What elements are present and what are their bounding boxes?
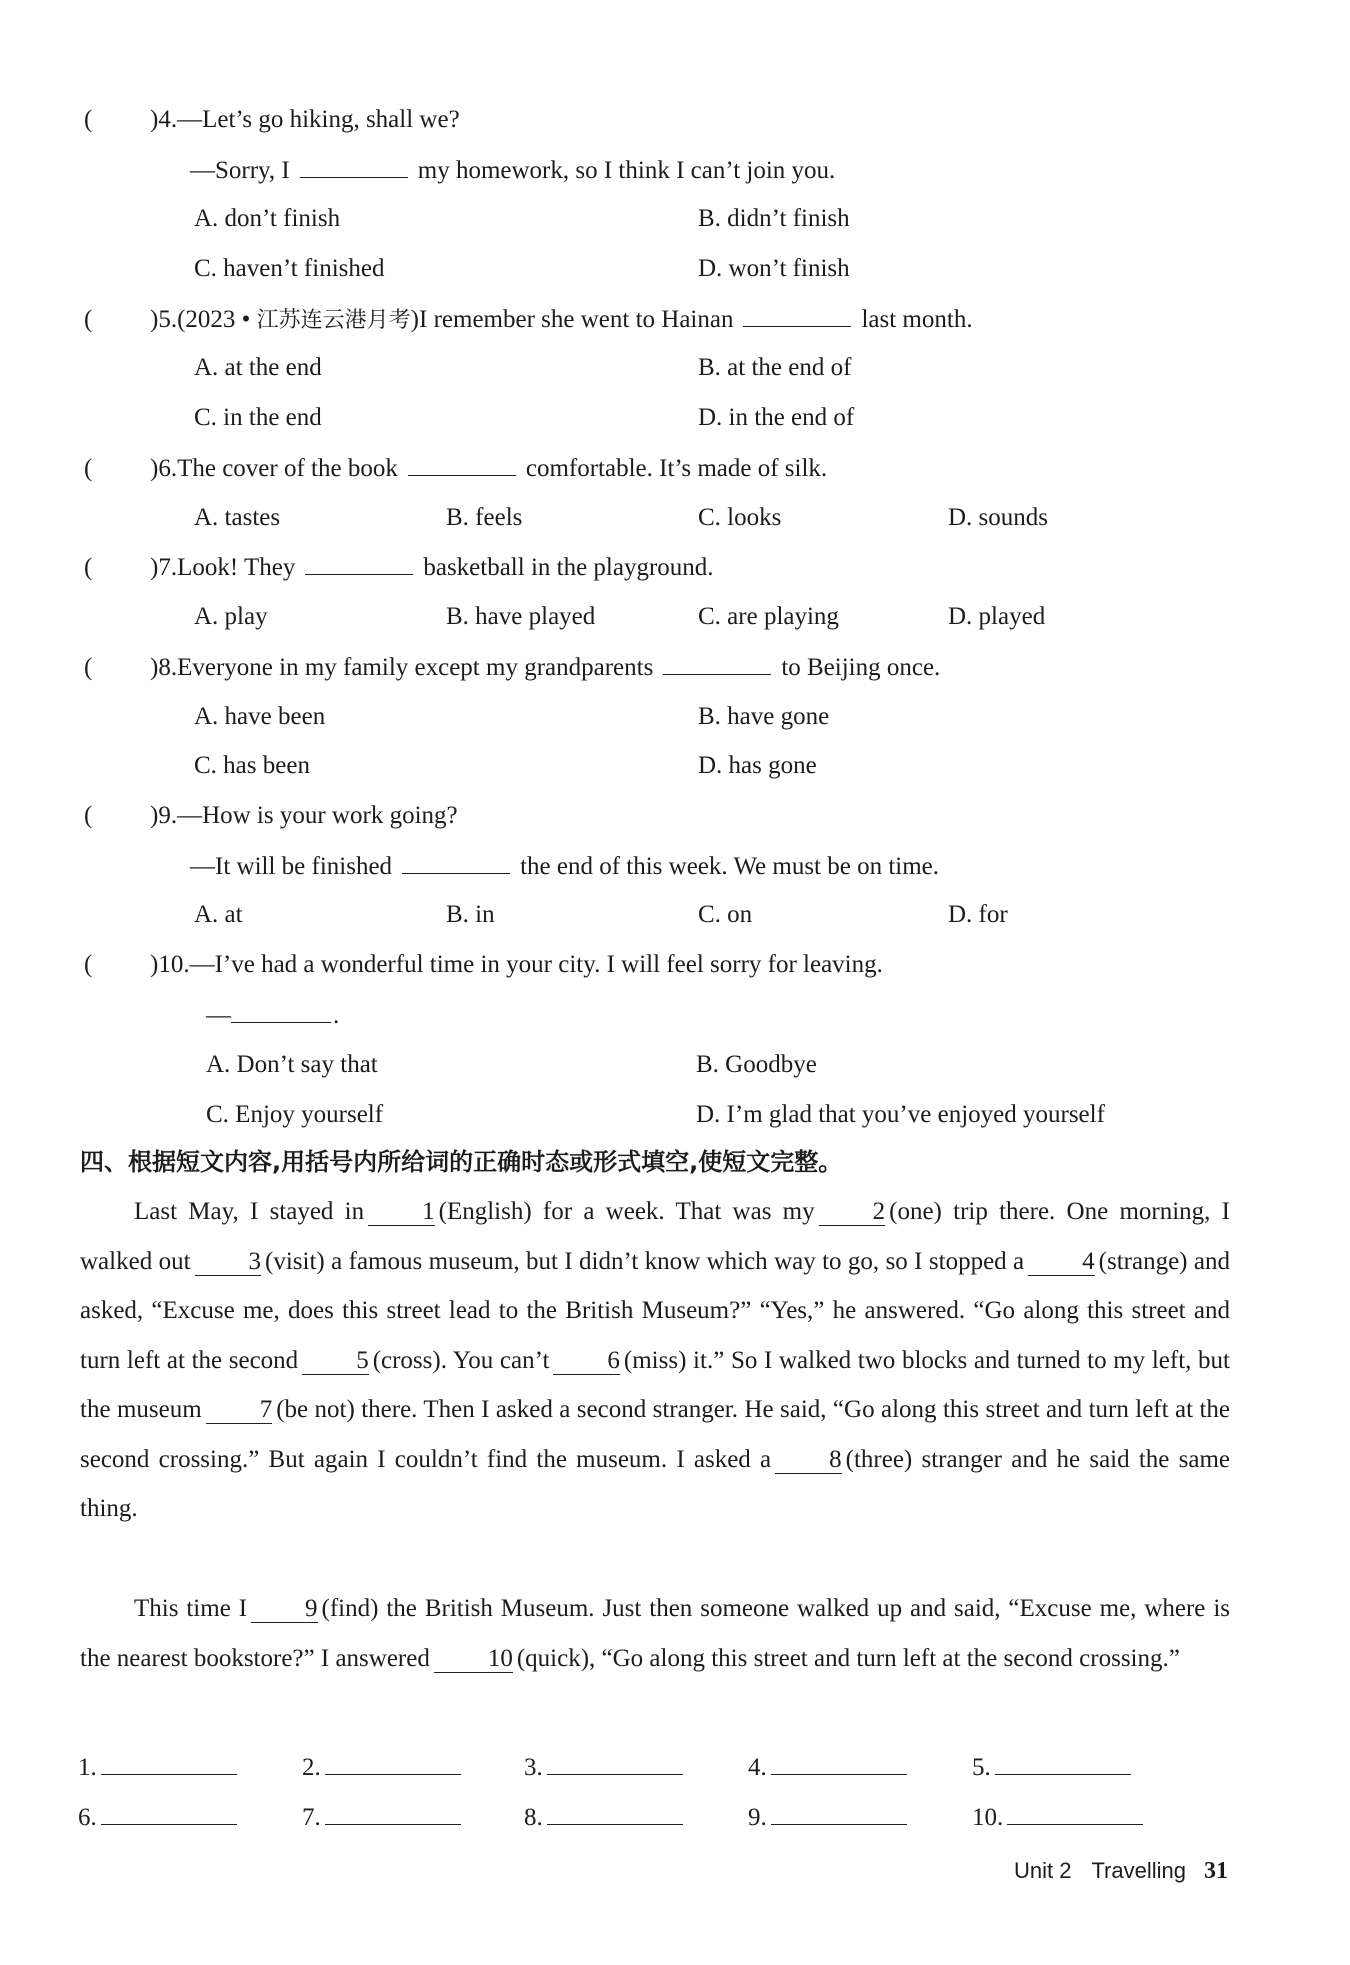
answer-paren[interactable]: ( [84,554,93,581]
numbered-blank[interactable]: 7 [206,1397,273,1424]
answer-line-4[interactable]: 4. [748,1750,907,1785]
page-number: 31 [1204,1858,1228,1884]
question-number: )7. [150,554,178,581]
option-d: D. played [948,603,1046,630]
passage-paragraph-2: This time I 9 (find) the British Museum. Just then someone walked up and said, “Excuse me, where is the nearest bookstore?” I answered 10 (quick), “Go along this street and turn left at the second crossing.” [80,1595,1230,1672]
question-source: 江苏连云港月考 [256,308,411,333]
question-number: )4. [150,106,178,133]
option-b: B. at the end of [698,354,852,381]
numbered-blank[interactable]: 1 [368,1199,435,1226]
unit-label: Unit 2 [1013,1858,1072,1883]
answer-line-3[interactable]: 3. [524,1750,683,1785]
answer-line-5[interactable]: 5. [972,1750,1131,1785]
option-b: B. in [446,901,495,928]
option-b: B. Goodbye [696,1051,817,1078]
answer-paren[interactable]: ( [84,306,93,333]
option-d: D. won’t finish [698,255,850,282]
option-c: C. are playing [698,603,839,630]
option-b: B. have gone [698,703,830,730]
section-heading: 四、根据短文内容,用括号内所给词的正确时态或形式填空,使短文完整。 [80,1148,843,1176]
question-text: —Let’s go hiking, shall we? [177,106,460,133]
question-10: ( )10.—I’ve had a wonderful time in your city. I will feel sorry for leaving. [84,948,883,982]
answer-paren[interactable]: ( [84,455,93,482]
numbered-blank[interactable]: 8 [775,1447,842,1474]
option-d: D. for [948,901,1008,928]
question-number: )9. [150,802,178,829]
option-a: A. at the end [194,354,322,381]
answer-blank[interactable] [305,550,413,575]
answer-line-9[interactable]: 9. [748,1800,907,1835]
page-footer [1014,1858,1228,1885]
option-a: A. Don’t say that [206,1051,378,1078]
option-d: D. has gone [698,752,817,779]
question-5: ( )5.(2023 • 江苏连云港月考)I remember she went to Hainan last month. [84,302,973,338]
option-c: C. on [698,901,753,928]
answer-line-1[interactable]: 1. [78,1750,237,1785]
option-a: A. tastes [194,504,281,531]
question-number: )8. [150,654,178,681]
answer-paren[interactable]: ( [84,951,93,978]
question-9: ( )9.—How is your work going? [84,799,458,833]
answer-blank[interactable] [402,849,510,874]
answer-blank[interactable] [743,302,851,327]
question-4-line2: —Sorry, I my homework, so I think I can’t join you. [190,153,835,188]
numbered-blank[interactable]: 4 [1028,1249,1095,1276]
answer-blank[interactable] [231,998,331,1023]
option-d: D. sounds [948,504,1049,531]
option-c: C. has been [194,752,310,779]
answer-line-10[interactable]: 10. [972,1800,1143,1835]
answer-paren[interactable]: ( [84,106,93,133]
option-b: B. have played [446,603,596,630]
numbered-blank[interactable]: 9 [251,1596,318,1623]
question-number: )6. [150,455,178,482]
question-4 [84,103,460,137]
answer-paren[interactable]: ( [84,802,93,829]
answer-line-2[interactable]: 2. [302,1750,461,1785]
answer-line-6[interactable]: 6. [78,1800,237,1835]
option-c: C. in the end [194,404,322,431]
option-c: C. Enjoy yourself [206,1101,384,1128]
question-9-line2: —It will be finished the end of this week. We must be on time. [190,849,939,884]
unit-title: Travelling [1091,1858,1186,1883]
numbered-blank[interactable]: 6 [553,1348,620,1375]
answer-line-8[interactable]: 8. [524,1800,683,1835]
answer-line-7[interactable]: 7. [302,1800,461,1835]
option-c: C. haven’t finished [194,255,385,282]
question-6: ( )6.The cover of the book comfortable. It’s made of silk. [84,451,827,486]
option-d: D. in the end of [698,404,855,431]
option-a: A. at [194,901,243,928]
option-a: A. don’t finish [194,205,341,232]
question-7: ( )7.Look! They basketball in the playground. [84,550,714,585]
question-number: )10. [150,951,190,978]
passage-paragraph-1: Last May, I stayed in 1 (English) for a week. That was my 2 (one) trip there. One morning, I walked out 3 (visit) a famous museum, but I didn’t know which way to go, so I stopped a 4 (strange) and asked, “Excuse me, does this street lead to the British Museum?” “Yes,” he answered. “Go along this street and turn left at the second 5 (cross). You can’t 6 (miss) it.” So I walked two blocks and turned to my left, but the museum 7 (be not) there. Then I asked a second stranger. He said, “Go along this street and turn left at the second crossing.” But again I couldn’t find the museum. I asked a 8 (three) stranger and he said the same thing. [80,1198,1230,1522]
numbered-blank[interactable]: 3 [195,1249,262,1276]
answer-blank[interactable] [663,650,771,675]
answer-paren[interactable]: ( [84,654,93,681]
option-a: A. play [194,603,268,630]
option-b: B. feels [446,504,523,531]
question-8: ( )8.Everyone in my family except my grandparents to Beijing once. [84,650,940,685]
question-10-line2: — . [206,998,339,1033]
answer-blank[interactable] [300,153,408,178]
option-b: B. didn’t finish [698,205,850,232]
option-c: C. looks [698,504,782,531]
numbered-blank[interactable]: 10 [434,1646,513,1673]
question-number: )5. [150,306,178,333]
numbered-blank[interactable]: 5 [302,1348,369,1375]
option-a: A. have been [194,703,326,730]
numbered-blank[interactable]: 2 [819,1199,886,1226]
option-d: D. I’m glad that you’ve enjoyed yourself [696,1101,1105,1128]
answer-blank[interactable] [408,451,516,476]
